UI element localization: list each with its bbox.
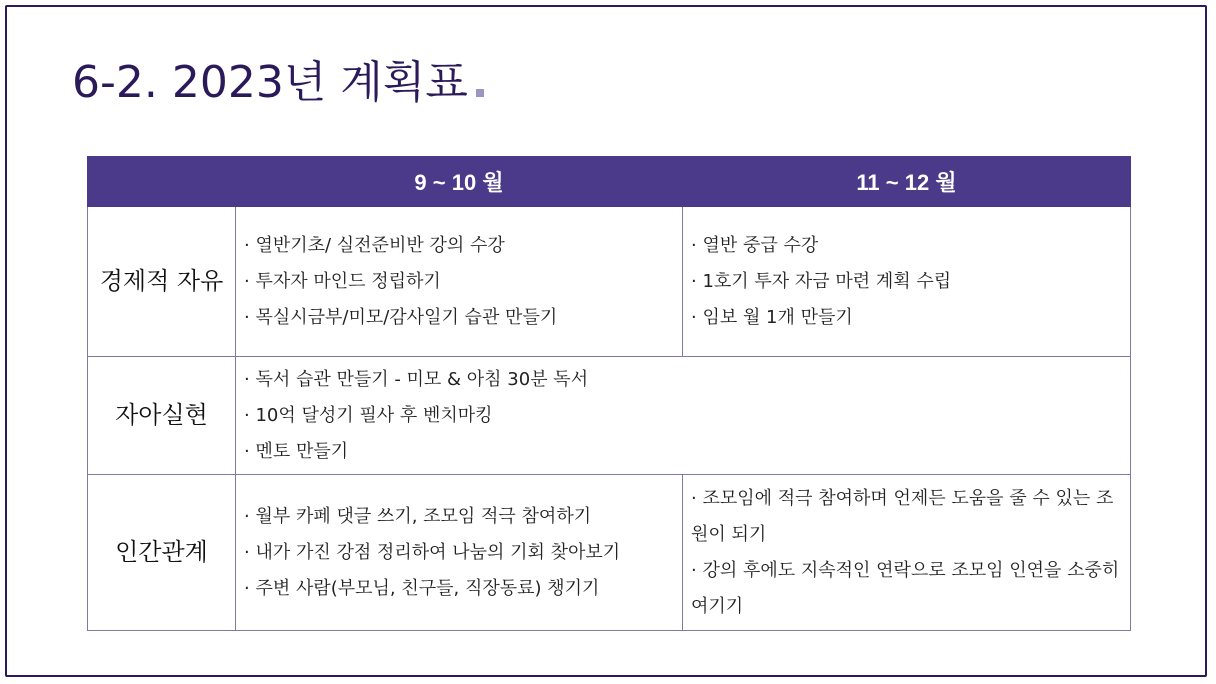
list-item: · 10억 달성기 필사 후 벤치마킹 [244,404,493,426]
header-corner [88,157,236,207]
list-item: · 투자자 마인드 정립하기 [244,270,441,292]
title-bullet-decoration [476,89,484,97]
list-item: · 목실시금부/미모/감사일기 습관 만들기 [244,306,558,328]
table-header-row [88,157,1131,207]
list-item: · 조모임에 적극 참여하며 언제든 도움을 줄 수 있는 조원이 되기 [691,487,1114,545]
cell-self-realization-merged [236,357,1131,475]
cell-financial-sep-oct [236,207,683,357]
list-item: · 내가 가진 강점 정리하여 나눔의 기회 찾아보기 [244,541,621,563]
list-item: · 1호기 투자 자금 마련 계획 수립 [691,270,952,292]
category-relationships: 인간관계 [88,475,236,631]
header-sep-oct: 9 ~ 10 월 [236,157,683,207]
list-item: · 멘토 만들기 [244,440,349,462]
table-row [88,357,1131,475]
header-nov-dec: 11 ~ 12 월 [683,157,1131,207]
list-item: · 강의 후에도 지속적인 연락으로 조모임 인연을 소중히 여기기 [691,559,1120,617]
list-item: · 열반 중급 수강 [691,234,819,256]
slide-title-text: 6-2. 2023년 계획표 [72,57,468,108]
table-row [88,475,1131,631]
cell-financial-nov-dec [683,207,1131,357]
cell-relationships-nov-dec [683,475,1131,631]
slide-title [72,46,484,110]
cell-relationships-sep-oct [236,475,683,631]
list-item: · 주변 사람(부모님, 친구들, 직장동료) 챙기기 [244,577,600,599]
list-item: · 월부 카페 댓글 쓰기, 조모임 적극 참여하기 [244,505,592,527]
list-item: · 독서 습관 만들기 - 미모 & 아침 30분 독서 [244,368,589,390]
plan-table [87,156,1131,631]
category-self-realization: 자아실현 [88,357,236,475]
table-row [88,207,1131,357]
list-item: · 임보 월 1개 만들기 [691,306,853,328]
list-item: · 열반기초/ 실전준비반 강의 수강 [244,234,505,256]
category-financial-freedom: 경제적 자유 [88,207,236,357]
